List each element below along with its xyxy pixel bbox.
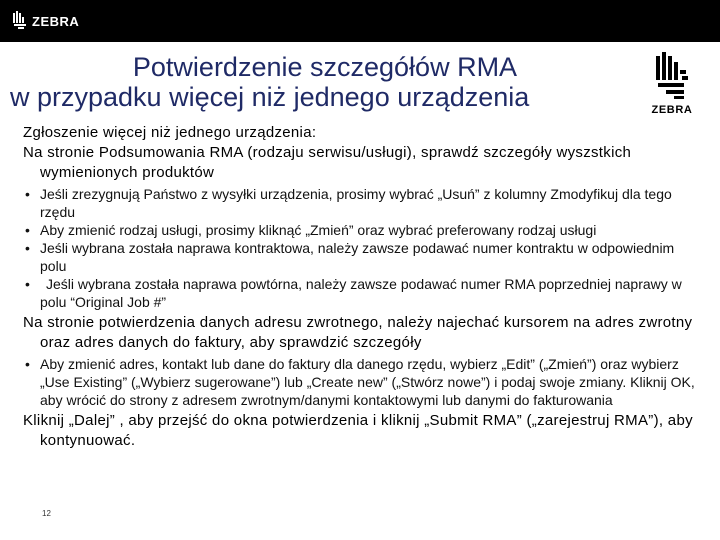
slide-body xyxy=(23,123,703,451)
bullet-text: Jeśli wybrana została naprawa kontraktowa, należy zawsze podawać numer kontraktu w odpowiednim polu xyxy=(40,240,675,274)
header-brand-text: ZEBRA xyxy=(32,13,80,29)
bullet-text: Jeśli wybrana została naprawa powtórna, należy zawsze podawać numer RMA poprzedniej naprawy w polu “Original Job #” xyxy=(40,276,682,310)
bullet-icon: • xyxy=(25,222,30,238)
header-logo xyxy=(12,11,79,31)
bullet-item xyxy=(23,275,703,311)
bullet-item xyxy=(23,355,703,409)
bullet-text: Aby zmienić rodzaj usługi, prosimy kliknąć „Zmień” oraz wybrać preferowany rodzaj usługi xyxy=(40,222,597,238)
para-summary-check: Na stronie Podsumowania RMA (rodzaju serwisu/usługi), sprawdź szczegóły wyszstkich wymienionych produktów xyxy=(23,144,632,181)
title-line-1: Potwierdzenie szczegółów RMA xyxy=(132,52,518,82)
bullet-item xyxy=(23,221,703,239)
zebra-head-icon xyxy=(652,52,692,100)
bullet-item xyxy=(23,239,703,275)
bullet-text: Aby zmienić adres, kontakt lub dane do faktury dla danego rzędu, wybierz „Edit” („Zmień”) oraz wybierz „Use Existing” („Wybierz sugerowane”) lub „Create new” („Stwórz nowe”) i podaj swoje zmiany. Kliknij OK, aby wrócić do strony z adresem zwrotnym/danymi kontaktowymi lub danymi do fakturowania xyxy=(40,356,695,408)
slide-title xyxy=(0,52,640,112)
page-number: 12 xyxy=(42,509,51,518)
bullet-icon: • xyxy=(25,240,30,256)
bullet-item xyxy=(23,185,703,221)
bullet-icon: • xyxy=(25,186,30,202)
side-brand-text: ZEBRA xyxy=(651,104,693,116)
zebra-logo-icon xyxy=(12,11,28,31)
bullet-icon: • xyxy=(25,356,30,372)
para-submit: Kliknij „Dalej” , aby przejść do okna potwierdzenia i kliknij „Submit RMA” („zarejestruj RMA”), aby kontynuować. xyxy=(23,412,693,449)
title-line-2: w przypadku więcej niż jednego urządzenia xyxy=(10,82,530,112)
top-bar xyxy=(0,0,720,42)
side-logo xyxy=(647,52,697,116)
para-return-address: Na stronie potwierdzenia danych adresu zwrotnego, należy najechać kursorem na adres zwrotny oraz adres danych do faktury, aby sprawdzić szczegóły xyxy=(23,314,693,351)
heading-multiple-devices: Zgłoszenie więcej niż jednego urządzenia: xyxy=(23,124,317,141)
bullet-text: Jeśli zrezygnują Państwo z wysyłki urządzenia, prosimy wybrać „Usuń” z kolumny Zmodyfikuj dla tego rzędu xyxy=(40,186,672,220)
bullet-icon: • xyxy=(25,276,30,292)
